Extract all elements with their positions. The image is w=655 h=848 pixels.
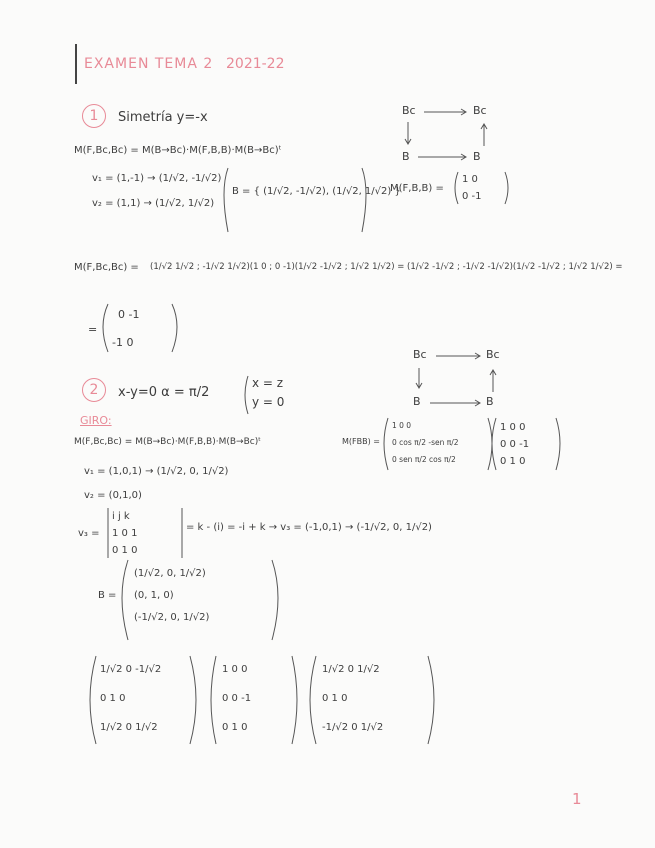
ex1-line2-label: M(F,Bc,Bc) = <box>74 262 139 273</box>
ex1-result-eq: = <box>88 323 98 336</box>
ex1-mfbb-row-2: 0 -1 <box>462 191 482 202</box>
ex2-v2: v₂ = (0,1,0) <box>84 490 142 501</box>
ex2-system-row-2: y = 0 <box>252 395 285 409</box>
ex2-diagram-tl: Bc <box>413 348 427 361</box>
ex2-product-m2-row-2: 0 0 -1 <box>222 693 252 704</box>
ex2-product-m3-row-2: 0 1 0 <box>322 693 348 704</box>
ex2-formula: M(F,Bc,Bc) = M(B→Bc)·M(F,B,B)·M(B→Bc)ᵗ <box>74 437 261 447</box>
exercise-2-number: 2 <box>82 378 106 402</box>
ex1-diagram-tr: Bc <box>473 104 487 117</box>
ex2-basis-vector-2: (0, 1, 0) <box>134 590 174 601</box>
ex1-diagram-br: B <box>473 150 481 163</box>
ex2-heading: x-y=0 α = π/2 <box>118 385 210 400</box>
ex2-system-row-1: x = z <box>252 376 284 390</box>
page-number: 1 <box>572 790 582 808</box>
ex2-v3-label: v₃ = <box>78 528 100 539</box>
ex1-v1: v₁ = (1,-1) → (1/√2, -1/√2) <box>92 173 222 184</box>
ex2-mfbb-rot-row-2: 0 cos π/2 -sen π/2 <box>392 438 459 447</box>
ex2-v3-det-row-2: 1 0 1 <box>112 528 138 539</box>
ex2-product-m2-row-3: 0 1 0 <box>222 722 248 733</box>
ex2-diagram-tr: Bc <box>486 348 500 361</box>
ex2-diagram-bl: B <box>413 395 421 408</box>
ex2-product-m2-row-1: 1 0 0 <box>222 664 248 675</box>
exercise-1-number: 1 <box>82 104 106 128</box>
ex1-mfbb-row-1: 1 0 <box>462 174 478 185</box>
ex2-v1: v₁ = (1,0,1) → (1/√2, 0, 1/√2) <box>84 466 229 477</box>
ex2-basis-vector-1: (1/√2, 0, 1/√2) <box>134 568 206 579</box>
ex2-mfbb-eq-row-3: 0 1 0 <box>500 456 526 467</box>
ex2-mfbb-rot-row-3: 0 sen π/2 cos π/2 <box>392 455 456 464</box>
ex1-result-row-1: 0 -1 <box>118 308 140 321</box>
ex2-diagram-br: B <box>486 395 494 408</box>
ex1-mfbb-label: M(F,B,B) = <box>390 183 444 194</box>
ex2-product-m1-row-3: 1/√2 0 1/√2 <box>100 722 158 733</box>
ex2-product-m1-row-1: 1/√2 0 -1/√2 <box>100 664 162 675</box>
ex2-basis-vector-3: (-1/√2, 0, 1/√2) <box>134 612 210 623</box>
ex2-mfbb-eq-row-1: 1 0 0 <box>500 422 526 433</box>
ex1-basis: B = { (1/√2, -1/√2), (1/√2, 1/√2) } <box>232 186 401 197</box>
ex2-product-m1-row-2: 0 1 0 <box>100 693 126 704</box>
exam-year: 2021-22 <box>226 56 285 72</box>
ex2-product-m3-row-3: -1/√2 0 1/√2 <box>322 722 384 733</box>
ex1-v2: v₂ = (1,1) → (1/√2, 1/√2) <box>92 198 215 209</box>
ex1-diagram-bl: B <box>402 150 410 163</box>
ex1-line2: (1/√2 1/√2 ; -1/√2 1/√2)(1 0 ; 0 -1)(1/√2 -1/√2 ; 1/√2 1/√2) = (1/√2 -1/√2 ; -1/√2 -1/√2)(1/√2 -1/√2 ; 1/√2 1/√2) = <box>150 262 623 272</box>
ex2-v3-det-row-1: i j k <box>112 511 130 522</box>
ex1-formula: M(F,Bc,Bc) = M(B→Bc)·M(F,B,B)·M(B→Bc)ᵗ <box>74 145 282 156</box>
ex2-giro: GIRO: <box>80 414 112 427</box>
ex2-mfbb-eq-row-2: 0 0 -1 <box>500 439 530 450</box>
ex1-diagram-tl: Bc <box>402 104 416 117</box>
exam-title: EXAMEN TEMA 2 <box>84 56 214 72</box>
ex2-mfbb-label: M(FBB) = <box>342 437 380 446</box>
ex2-v3-text: = k - (i) = -i + k → v₃ = (-1,0,1) → (-1/√2, 0, 1/√2) <box>186 522 432 533</box>
ex2-mfbb-rot-row-1: 1 0 0 <box>392 421 412 430</box>
ex2-basis-label: B = <box>98 590 117 601</box>
ex1-result-row-2: -1 0 <box>112 336 134 349</box>
ex2-v3-det-row-3: 0 1 0 <box>112 545 138 556</box>
ex2-product-m3-row-1: 1/√2 0 1/√2 <box>322 664 380 675</box>
ex1-heading: Simetría y=-x <box>118 110 208 125</box>
